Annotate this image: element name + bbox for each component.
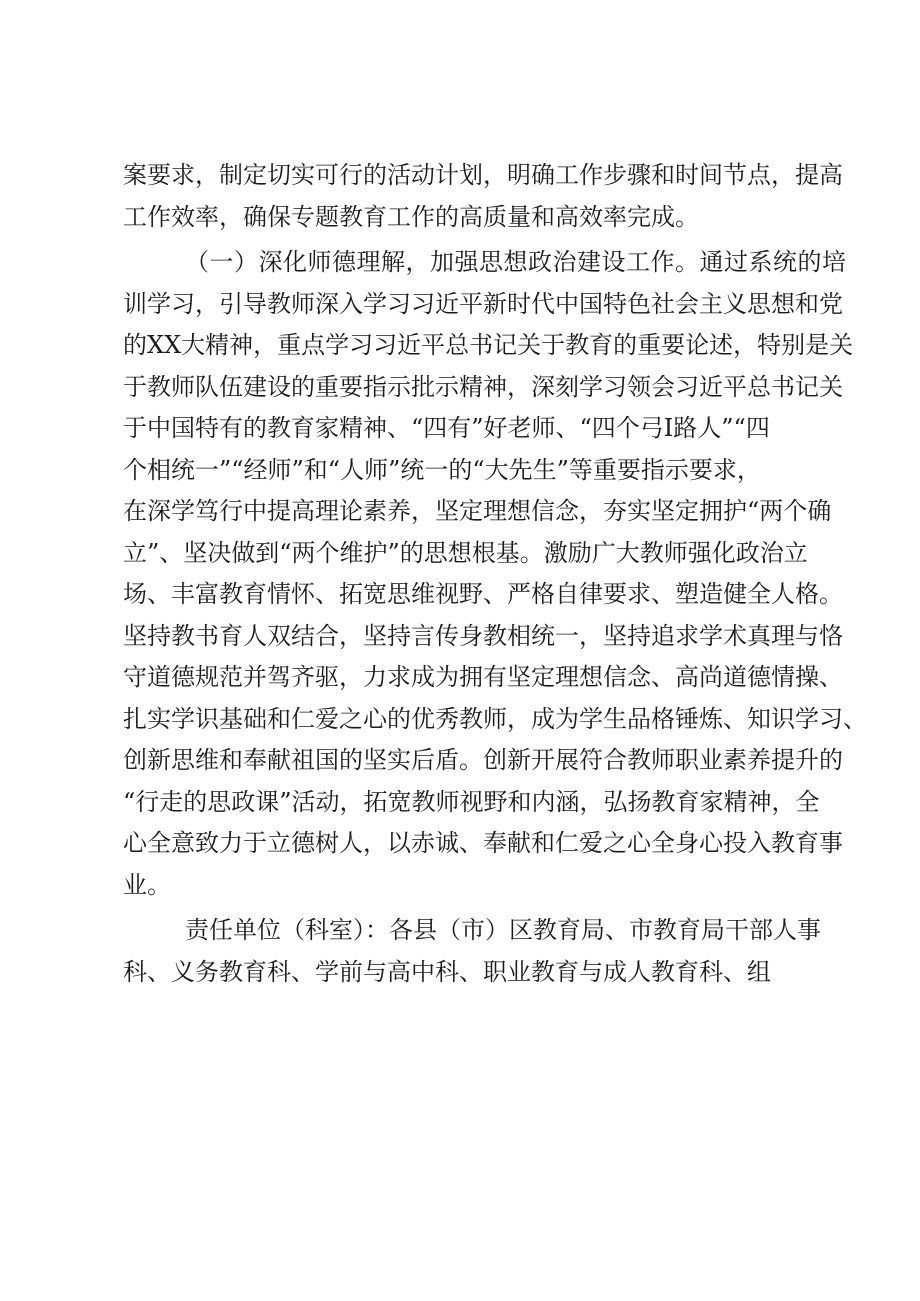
section-heading-line: （一）深化师德理解，加强思想政治建设工作。通过系统的培 bbox=[185, 248, 847, 276]
body-line: 案要求，制定切实可行的活动计划，明确工作步骤和时间节点，提高 bbox=[123, 161, 843, 189]
body-line: 于教师队伍建设的重要指示批示精神，深刻学习领会习近平总书记关 bbox=[123, 372, 843, 401]
body-line: 心全意致力于立德树人，以赤诚、奉献和仁爱之心全身心投入教育事 bbox=[123, 829, 843, 857]
body-line: 训学习，引导教师深入学习习近平新时代中国特色社会主义思想和党 bbox=[123, 289, 843, 318]
body-line: 工作效率，确保专题教育工作的高质量和高效率完成。 bbox=[123, 202, 699, 231]
body-line: 创新思维和奉献祖国的坚实后盾。创新开展符合教师职业素养提升的 bbox=[123, 746, 843, 774]
body-line: 坚持教书育人双结合，坚持言传身教相统一，坚持追求学术真理与恪 bbox=[123, 621, 843, 650]
responsibility-line: 责任单位（科室）：各县（市）区教育局、市教育局干部人事 bbox=[185, 916, 821, 944]
body-line: 个相统一”“经师”和“人师”统一的“大先生”等重要指示要求， bbox=[123, 455, 761, 484]
body-line: 在深学笃行中提高理论素养，坚定理想信念，夯实坚定拥护“两个确 bbox=[123, 497, 832, 525]
document-body bbox=[123, 155, 867, 993]
body-line: “行走的思政课”活动，拓宽教师视野和内涵，弘扬教育家精神，全 bbox=[123, 787, 820, 816]
body-line: 扎实学识基础和仁爱之心的优秀教师，成为学生品格锤炼、知识学习、 bbox=[123, 704, 867, 733]
body-line: 场、丰富教育情怀、拓宽思维视野、严格自律要求、塑造健全人格。 bbox=[123, 580, 843, 608]
body-line: 的XX大精神，重点学习习近平总书记关于教育的重要论述，特别是关 bbox=[123, 331, 854, 359]
body-line: 于中国特有的教育家精神、“四有”好老师、“四个弓I路人”“四 bbox=[123, 414, 770, 442]
body-line: 守道德规范并驾齐驱，力求成为拥有坚定理想信念、高尚道德情操、 bbox=[123, 663, 843, 691]
body-line: 业。 bbox=[123, 870, 171, 899]
body-line: 立”、坚决做到“两个维护”的思想根基。激励广大教师强化政治立 bbox=[123, 538, 808, 567]
responsibility-line: 科、义务教育科、学前与高中科、职业教育与成人教育科、组 bbox=[123, 957, 771, 986]
